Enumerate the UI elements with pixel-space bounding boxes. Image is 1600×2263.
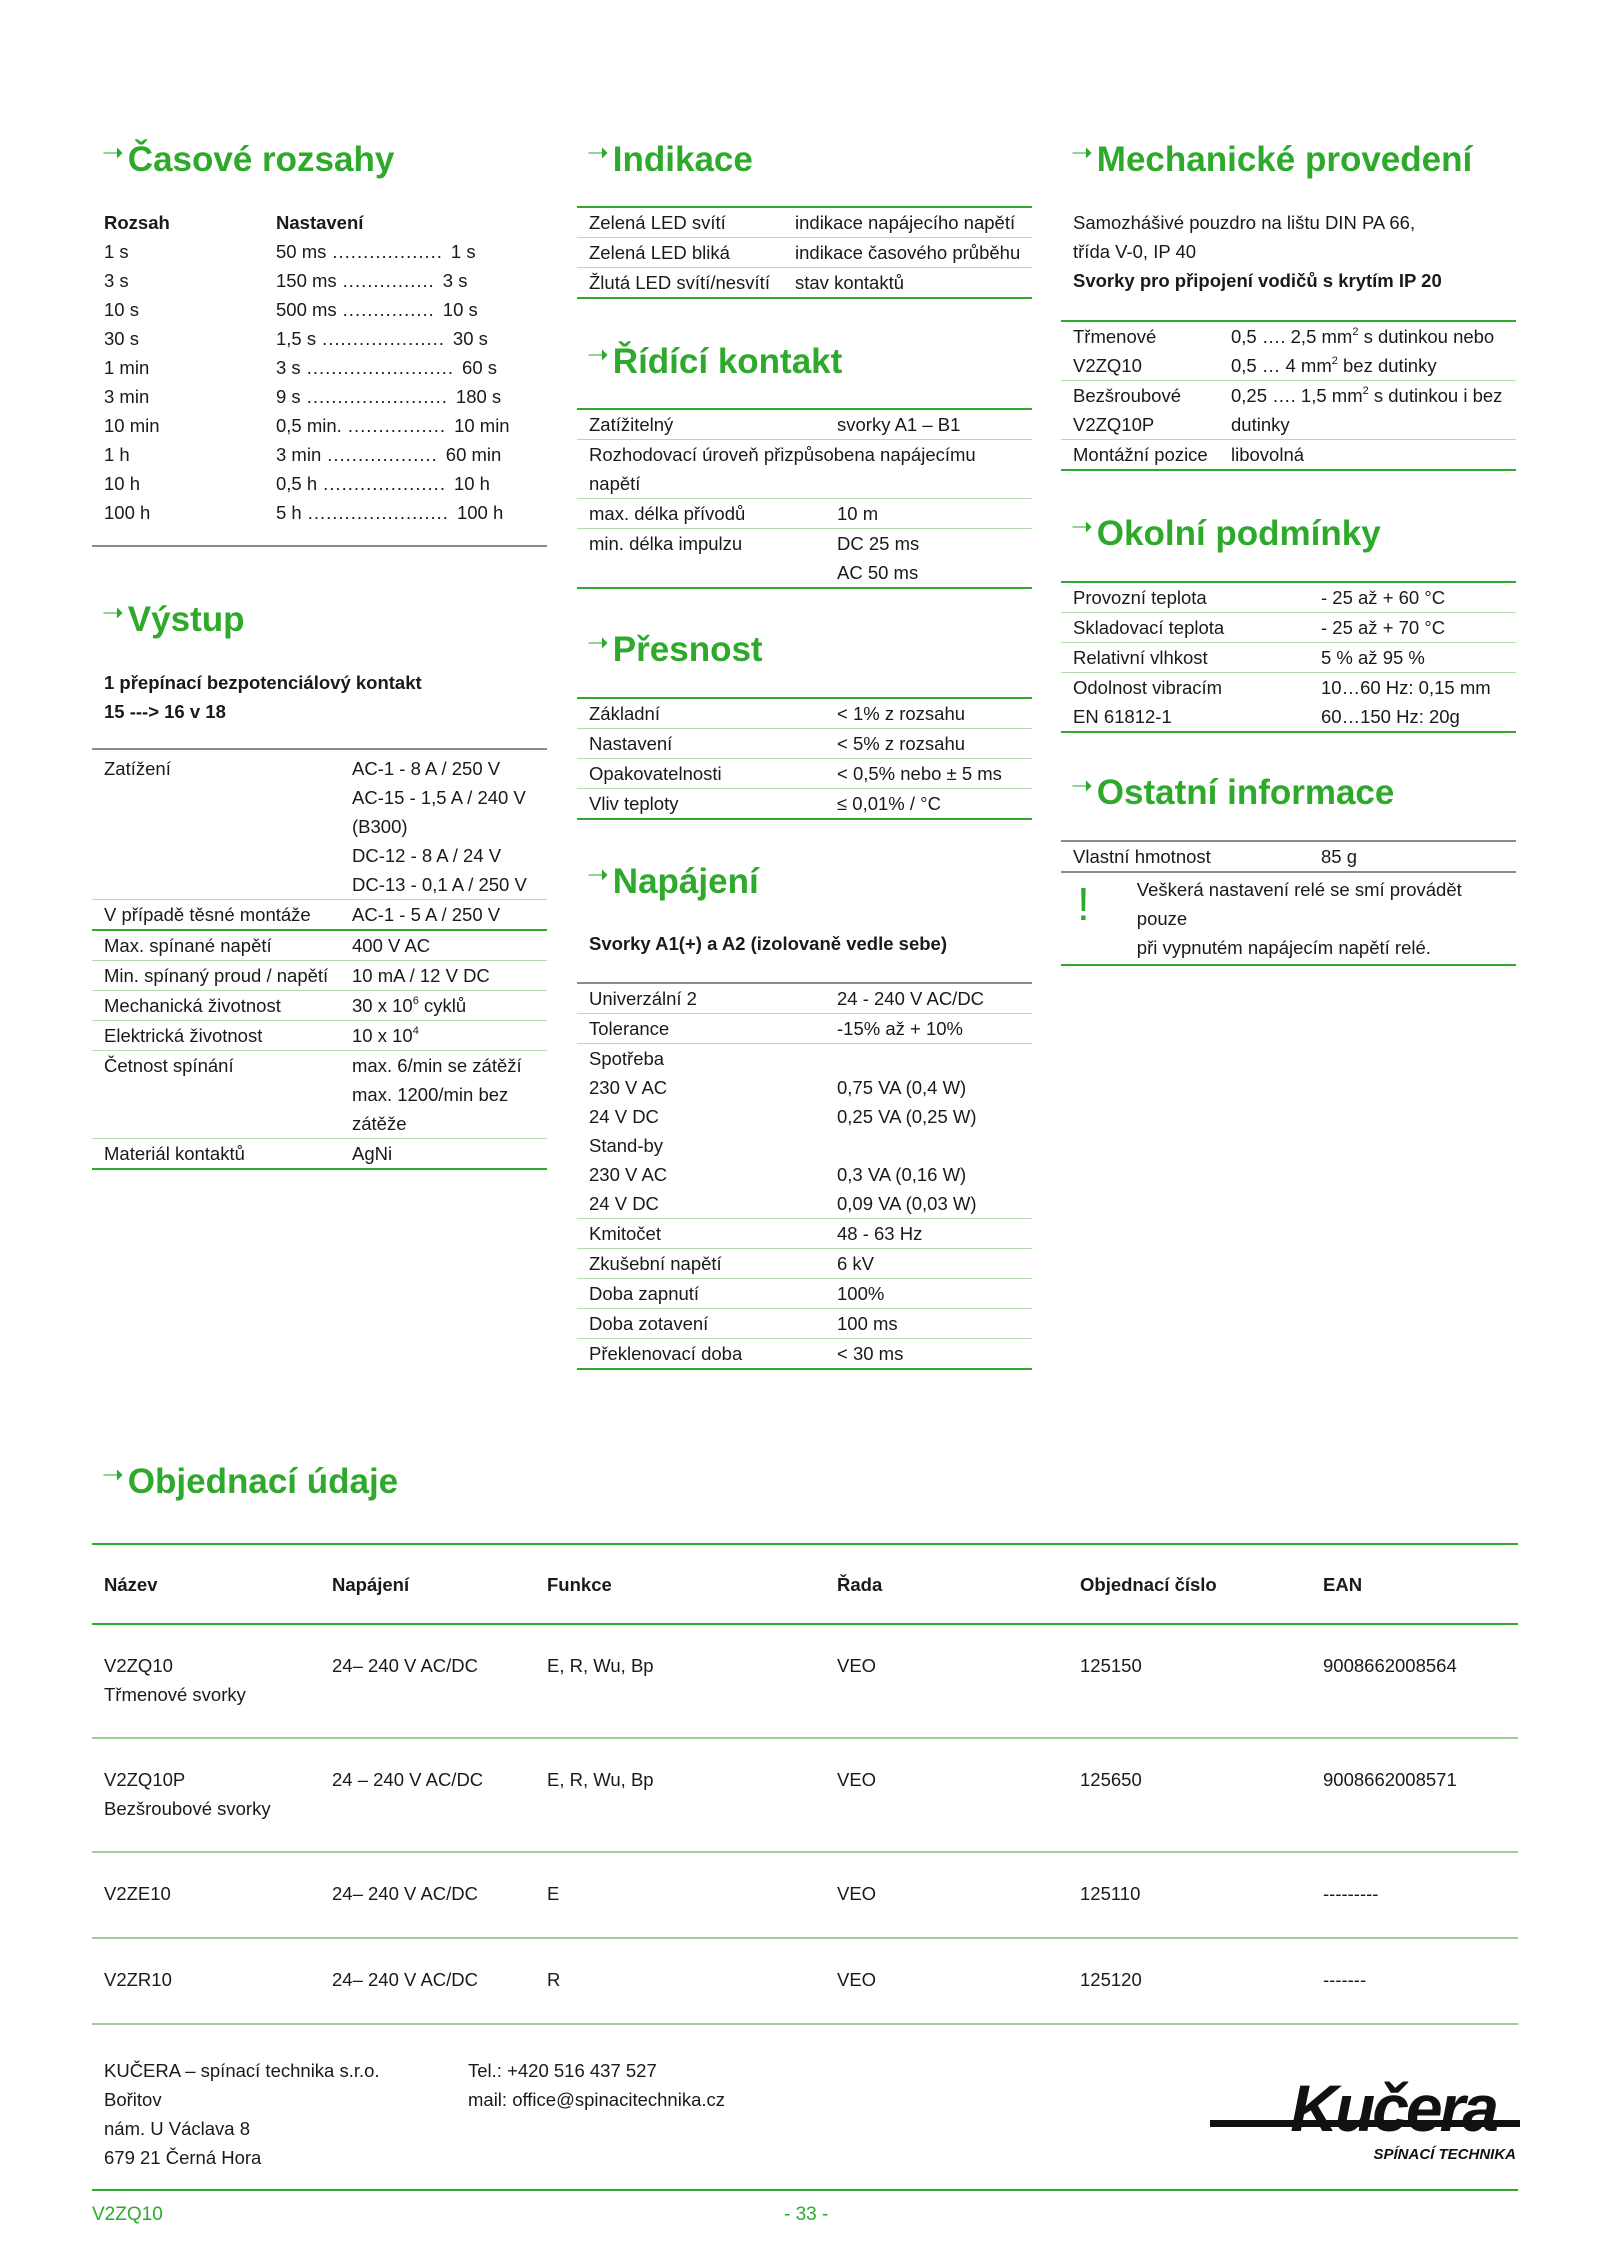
section-title: Ostatní informace	[1096, 773, 1395, 812]
section-mechanicke-provedeni	[1071, 138, 1472, 182]
section-indikace	[587, 138, 753, 182]
logo-subtitle: SPÍNACÍ TECHNIKA	[1373, 2146, 1516, 2163]
product-name: V2ZQ10 Třmenové svorky	[104, 1655, 246, 1705]
section-vystup	[102, 598, 245, 642]
mechanical-description: Samozhášivé pouzdro na lištu DIN PA 66, třída V-0, IP 40 Svorky pro připojení vodičů s krytím IP 20	[1073, 212, 1442, 291]
section-title: Výstup	[127, 600, 245, 639]
section-presnost	[587, 628, 763, 672]
table-row: Provozní teplota - 25 až + 60 °C	[1061, 583, 1516, 613]
table-header	[92, 1543, 1518, 1625]
table-row: 24 V DC 0,25 VA (0,25 W)	[589, 1106, 977, 1127]
table-row: EN 61812-1 60…150 Hz: 20g	[1061, 702, 1516, 733]
table-row: Žlutá LED svítí/nesvítí stav kontaktů	[577, 268, 1032, 299]
arrow-icon: ➝	[587, 339, 609, 369]
table-row: Doba zotavení 100 ms	[577, 1309, 1032, 1339]
indication-table	[577, 206, 1032, 299]
product-name: V2ZE10	[104, 1883, 171, 1904]
arrow-icon: ➝	[102, 1459, 124, 1489]
footer-divider	[92, 2189, 1518, 2191]
table-row: Univerzální 2 24 - 240 V AC/DC	[577, 984, 1032, 1014]
logo-text: Kučera	[1290, 2071, 1496, 2145]
table-row: Spotřeba	[589, 1048, 665, 1069]
section-napajeni	[587, 860, 759, 904]
table-row: Mechanická životnost 30 x $10^6$ cyklů	[92, 991, 547, 1021]
table-row: Opakovatelnosti < 0,5% nebo ± 5 ms	[577, 759, 1032, 789]
table-row: 3 min 9 s ....................... 180 s	[104, 386, 502, 407]
table-row: V2ZR10 24– 240 V AC/DC R VEO 125120 -------	[92, 1939, 1518, 2025]
warning-icon: !	[1077, 878, 1090, 930]
table-row: Materiál kontaktů AgNi	[92, 1139, 547, 1170]
table-row: Základní < 1% z rozsahu	[577, 699, 1032, 729]
table-row: 1 h 3 min .................. 60 min	[104, 444, 502, 465]
column-header: Název	[104, 1573, 158, 1595]
section-ridici-kontakt	[587, 340, 842, 384]
table-header: Rozsah Nastavení	[104, 212, 364, 233]
section-title: Objednací údaje	[127, 1462, 399, 1501]
section-title: Indikace	[612, 140, 753, 179]
column-header: EAN	[1323, 1573, 1363, 1595]
page-number: - 33 -	[784, 2204, 829, 2225]
phone: Tel.: +420 516 437 527	[468, 2060, 657, 2081]
ambient-table	[1061, 581, 1516, 733]
arrow-icon: ➝	[1071, 511, 1093, 541]
table-row: Četnost spínání max. 6/min se zátěží max. 1200/min bez zátěže	[92, 1051, 547, 1139]
table-row: Skladovací teplota - 25 až + 70 °C	[1061, 613, 1516, 643]
table-row: V případě těsné montáže AC-1 - 5 A / 250 V	[92, 899, 547, 931]
model-label: V2ZQ10	[92, 2204, 163, 2225]
terminals-note: Svorky A1(+) a A2 (izolovaně vedle sebe)	[589, 933, 947, 954]
table-row: 100 h 5 h ....................... 100 h	[104, 502, 504, 523]
section-objednaci-udaje	[102, 1460, 398, 1504]
power-table	[577, 982, 1032, 1370]
table-row: Odolnost vibracím 10…60 Hz: 0,15 mm	[1073, 677, 1491, 698]
table-row: Zatížitelný svorky A1 – B1	[577, 410, 1032, 440]
table-row: V2ZQ10P Bezšroubové svorky 24 – 240 V AC/DC E, R, Wu, Bp VEO 125650 9008662008571	[92, 1739, 1518, 1853]
table-row: Zelená LED bliká indikace časového průběhu	[577, 238, 1032, 268]
table-row: V2ZE10 24– 240 V AC/DC E VEO 125110 ---------	[92, 1853, 1518, 1939]
section-title: Napájení	[612, 862, 759, 901]
column-header: Objednací číslo	[1080, 1573, 1217, 1595]
table-row: 230 V AC 0,75 VA (0,4 W)	[589, 1077, 967, 1098]
order-table	[92, 1543, 1518, 2025]
table-row: Min. spínaný proud / napětí 10 mA / 12 V DC	[92, 961, 547, 991]
section-okolni-podminky	[1071, 512, 1381, 556]
arrow-icon: ➝	[1071, 137, 1093, 167]
table-row: Vlastní hmotnost 85 g	[1061, 842, 1516, 873]
column-header: Řada	[837, 1573, 883, 1595]
column-header: Napájení	[332, 1573, 410, 1595]
table-row: Rozhodovací úroveň přizpůsobena napájecímu napětí	[577, 440, 1032, 499]
divider	[92, 748, 547, 750]
table-row: 1 s 50 ms .................. 1 s	[104, 241, 476, 262]
section-casove-rozsahy	[102, 138, 394, 182]
output-description: 1 přepínací bezpotenciálový kontakt 15 ---> 16 v 18	[104, 672, 422, 722]
product-name: V2ZR10	[104, 1969, 172, 1990]
email: mail: office@spinacitechnika.cz	[468, 2089, 725, 2110]
table-row: 1 min 3 s ........................ 60 s	[104, 357, 498, 378]
section-ostatni-informace	[1071, 771, 1394, 815]
table-row: Kmitočet 48 - 63 Hz	[577, 1219, 1032, 1249]
section-title: Mechanické provedení	[1096, 140, 1473, 179]
table-row: Překlenovací doba < 30 ms	[577, 1339, 1032, 1370]
table-row: Tolerance -15% až + 10%	[577, 1014, 1032, 1044]
table-row: Vliv teploty ≤ 0,01% / °C	[577, 789, 1032, 820]
arrow-icon: ➝	[102, 597, 124, 627]
section-title: Přesnost	[612, 630, 763, 669]
table-row: Relativní vlhkost 5 % až 95 %	[1061, 643, 1516, 673]
column-header: Funkce	[547, 1573, 612, 1595]
table-row: 10 s 500 ms ............... 10 s	[104, 299, 478, 320]
table-row: 30 s 1,5 s .................... 30 s	[104, 328, 488, 349]
accuracy-table	[577, 697, 1032, 820]
table-row: Zkušební napětí 6 kV	[577, 1249, 1032, 1279]
other-info-table	[1061, 840, 1516, 966]
table-row: min. délka impulzu DC 25 ms AC 50 ms	[577, 529, 1032, 589]
control-contact-table	[577, 408, 1032, 589]
arrow-icon: ➝	[102, 137, 124, 167]
divider	[92, 545, 547, 547]
table-row: max. délka přívodů 10 m	[577, 499, 1032, 529]
contact-info	[468, 2056, 725, 2114]
table-row: Zatížení AC-1 - 8 A / 250 V AC-15 - 1,5 A / 240 V (B300) DC-12 - 8 A / 24 V DC-13 - 0,1 A / 250 V	[104, 758, 527, 895]
company-address: KUČERA – spínací technika s.r.o. Bořitov nám. U Václava 8 679 21 Černá Hora	[104, 2060, 380, 2168]
arrow-icon: ➝	[587, 859, 609, 889]
table-row: 10 h 0,5 h .................... 10 h	[104, 473, 490, 494]
table-row: 230 V AC 0,3 VA (0,16 W)	[589, 1164, 967, 1185]
company-logo	[1210, 2071, 1520, 2172]
table-row: Nastavení < 5% z rozsahu	[577, 729, 1032, 759]
table-row: 10 min 0,5 min. ................ 10 min	[104, 415, 510, 436]
arrow-icon: ➝	[587, 627, 609, 657]
table-row: Doba zapnutí 100%	[577, 1279, 1032, 1309]
table-row: V2ZQ10 Třmenové svorky 24– 240 V AC/DC E, R, Wu, Bp VEO 125150 9008662008564	[92, 1625, 1518, 1739]
section-title: Řídící kontakt	[612, 342, 843, 381]
output-table	[92, 754, 547, 1170]
arrow-icon: ➝	[1071, 770, 1093, 800]
section-title: Okolní podmínky	[1096, 514, 1381, 553]
terminals-table: Třmenové 0,5 …. 2,5 $mm^2$ s dutinkou nebo V2ZQ10 0,5 … 4 $mm^2$ bez dutinky Bezšroubové 0,25 …. 1,5 $mm^2$ s dutinkou i bez V2ZQ10P dutinky Montážní pozice libovolná	[1061, 320, 1516, 471]
product-name: V2ZQ10P Bezšroubové svorky	[104, 1769, 271, 1819]
section-title: Časové rozsahy	[127, 140, 395, 179]
table-row: 24 V DC 0,09 VA (0,03 W)	[577, 1189, 1032, 1219]
time-range-table	[92, 208, 547, 527]
table-row: Stand-by	[589, 1135, 664, 1156]
table-row: 3 s 150 ms ............... 3 s	[104, 270, 468, 291]
table-row: Max. spínané napětí 400 V AC	[92, 931, 547, 961]
table-row: Zelená LED svítí indikace napájecího napětí	[577, 208, 1032, 238]
warning-note: ! Veškerá nastavení relé se smí provádět pouze při vypnutém napájecím napětí relé.	[1061, 875, 1516, 966]
arrow-icon: ➝	[587, 137, 609, 167]
table-row: Elektrická životnost 10 x $10^4$	[92, 1021, 547, 1051]
